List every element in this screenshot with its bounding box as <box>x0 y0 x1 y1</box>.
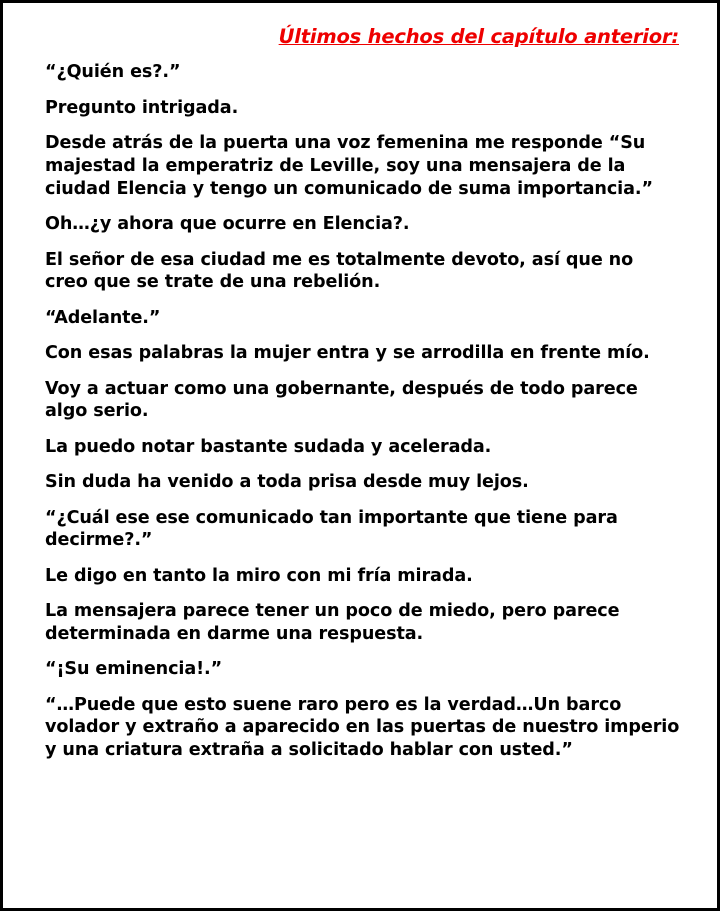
paragraph: “¿Cuál ese ese comunicado tan importante que tiene para decirme?.” <box>45 507 618 551</box>
paragraph: Pregunto intrigada. <box>45 97 239 118</box>
paragraph: “Adelante.” <box>45 307 161 328</box>
paragraph: Desde atrás de la puerta una voz femenina me responde “Su majestad la emperatriz de Leville, soy una mensajera de la ciudad Elencia y tengo un comunicado de suma importancia.” <box>45 133 653 199</box>
paragraph: La puedo notar bastante sudada y acelerada. <box>45 436 492 457</box>
paragraph: Voy a actuar como una gobernante, después de todo parece algo serio. <box>45 378 638 422</box>
paragraph: El señor de esa ciudad me es totalmente devoto, así que no creo que se trate de una rebelión. <box>45 249 634 293</box>
paragraph: “¡Su eminencia!.” <box>45 659 223 680</box>
document-body <box>29 61 691 761</box>
paragraph: Con esas palabras la mujer entra y se arrodilla en frente mío. <box>45 343 650 364</box>
paragraph: La mensajera parece tener un poco de miedo, pero parece determinada en darme una respuesta. <box>45 601 620 644</box>
paragraph: Le digo en tanto la miro con mi fría mirada. <box>45 565 473 586</box>
paragraph: “¿Quién es?.” <box>45 62 181 83</box>
paragraph: Sin duda ha venido a toda prisa desde muy lejos. <box>45 472 529 493</box>
paragraph: “…Puede que esto suene raro pero es la verdad…Un barco volador y extraño a aparecido en las puertas de nuestro imperio y una criatura extraña a solicitado hablar con usted.” <box>45 694 680 760</box>
page-title: Últimos hechos del capítulo anterior: <box>278 25 679 48</box>
paragraph: Oh…¿y ahora que ocurre en Elencia?. <box>45 214 410 235</box>
